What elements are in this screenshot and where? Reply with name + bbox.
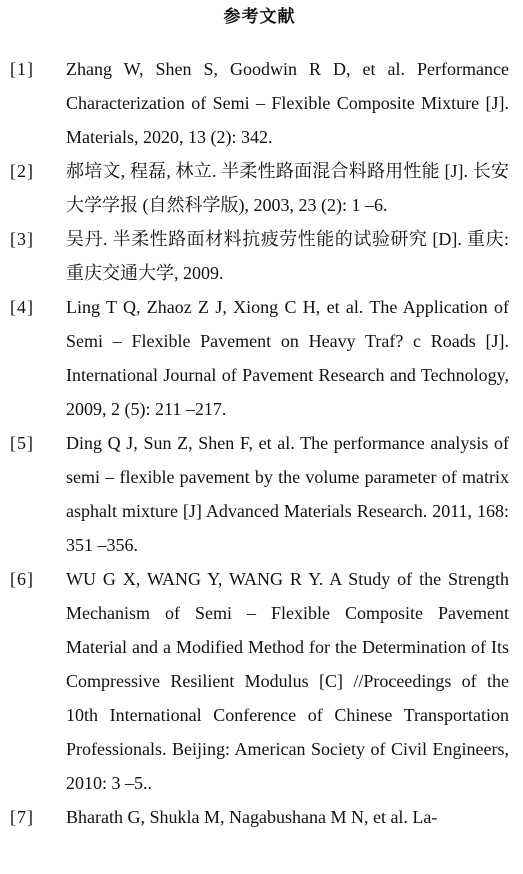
reference-number: [4] xyxy=(10,297,34,317)
reference-number: [7] xyxy=(10,807,34,827)
reference-number: [1] xyxy=(10,59,34,79)
reference-text: WU G X, WANG Y, WANG R Y. A Study of the Strength Mechanism of Semi – Flexible Composite Pavement Material and a Modified Method for the Determination of Its Compressive Resilient Modulus [C] //Proceedings of the 10th International Conference of Chinese Transportation Professionals. Beijing: American Society of Civil Engineers, 2010: 3 –5.. xyxy=(66,569,509,793)
reference-text: Bharath G, Shukla M, Nagabushana M N, et al. La- xyxy=(66,807,438,827)
reference-number: [5] xyxy=(10,433,34,453)
reference-number: [6] xyxy=(10,569,34,589)
reference-item xyxy=(10,290,509,426)
reference-number: [2] xyxy=(10,161,34,181)
reference-list xyxy=(10,52,509,834)
reference-item xyxy=(10,562,509,800)
page-title: 参考文献 xyxy=(223,7,296,27)
reference-item xyxy=(10,154,509,222)
reference-text: Ding Q J, Sun Z, Shen F, et al. The performance analysis of semi – flexible pavement by the volume parameter of matrix asphalt mixture [J] Advanced Materials Research. 2011, 168: 351 –356. xyxy=(66,433,509,555)
reference-number: [3] xyxy=(10,229,34,249)
reference-item xyxy=(10,800,509,834)
reference-item xyxy=(10,222,509,290)
reference-text: Ling T Q, Zhaoz Z J, Xiong C H, et al. The Application of Semi – Flexible Pavement on Heavy Traf? c Roads [J]. International Journal of Pavement Research and Technology, 2009, 2 (5): 211 –217. xyxy=(66,297,509,419)
reference-text: 郝培文, 程磊, 林立. 半柔性路面混合料路用性能 [J]. 长安大学学报 (自然科学版), 2003, 23 (2): 1 –6. xyxy=(66,161,509,215)
reference-text: 吴丹. 半柔性路面材料抗疲劳性能的试验研究 [D]. 重庆: 重庆交通大学, 2009. xyxy=(66,229,509,283)
reference-text: Zhang W, Shen S, Goodwin R D, et al. Performance Characterization of Semi – Flexible Composite Mixture [J]. Materials, 2020, 13 (2): 342. xyxy=(66,59,509,147)
reference-item xyxy=(10,426,509,562)
reference-item xyxy=(10,52,509,154)
